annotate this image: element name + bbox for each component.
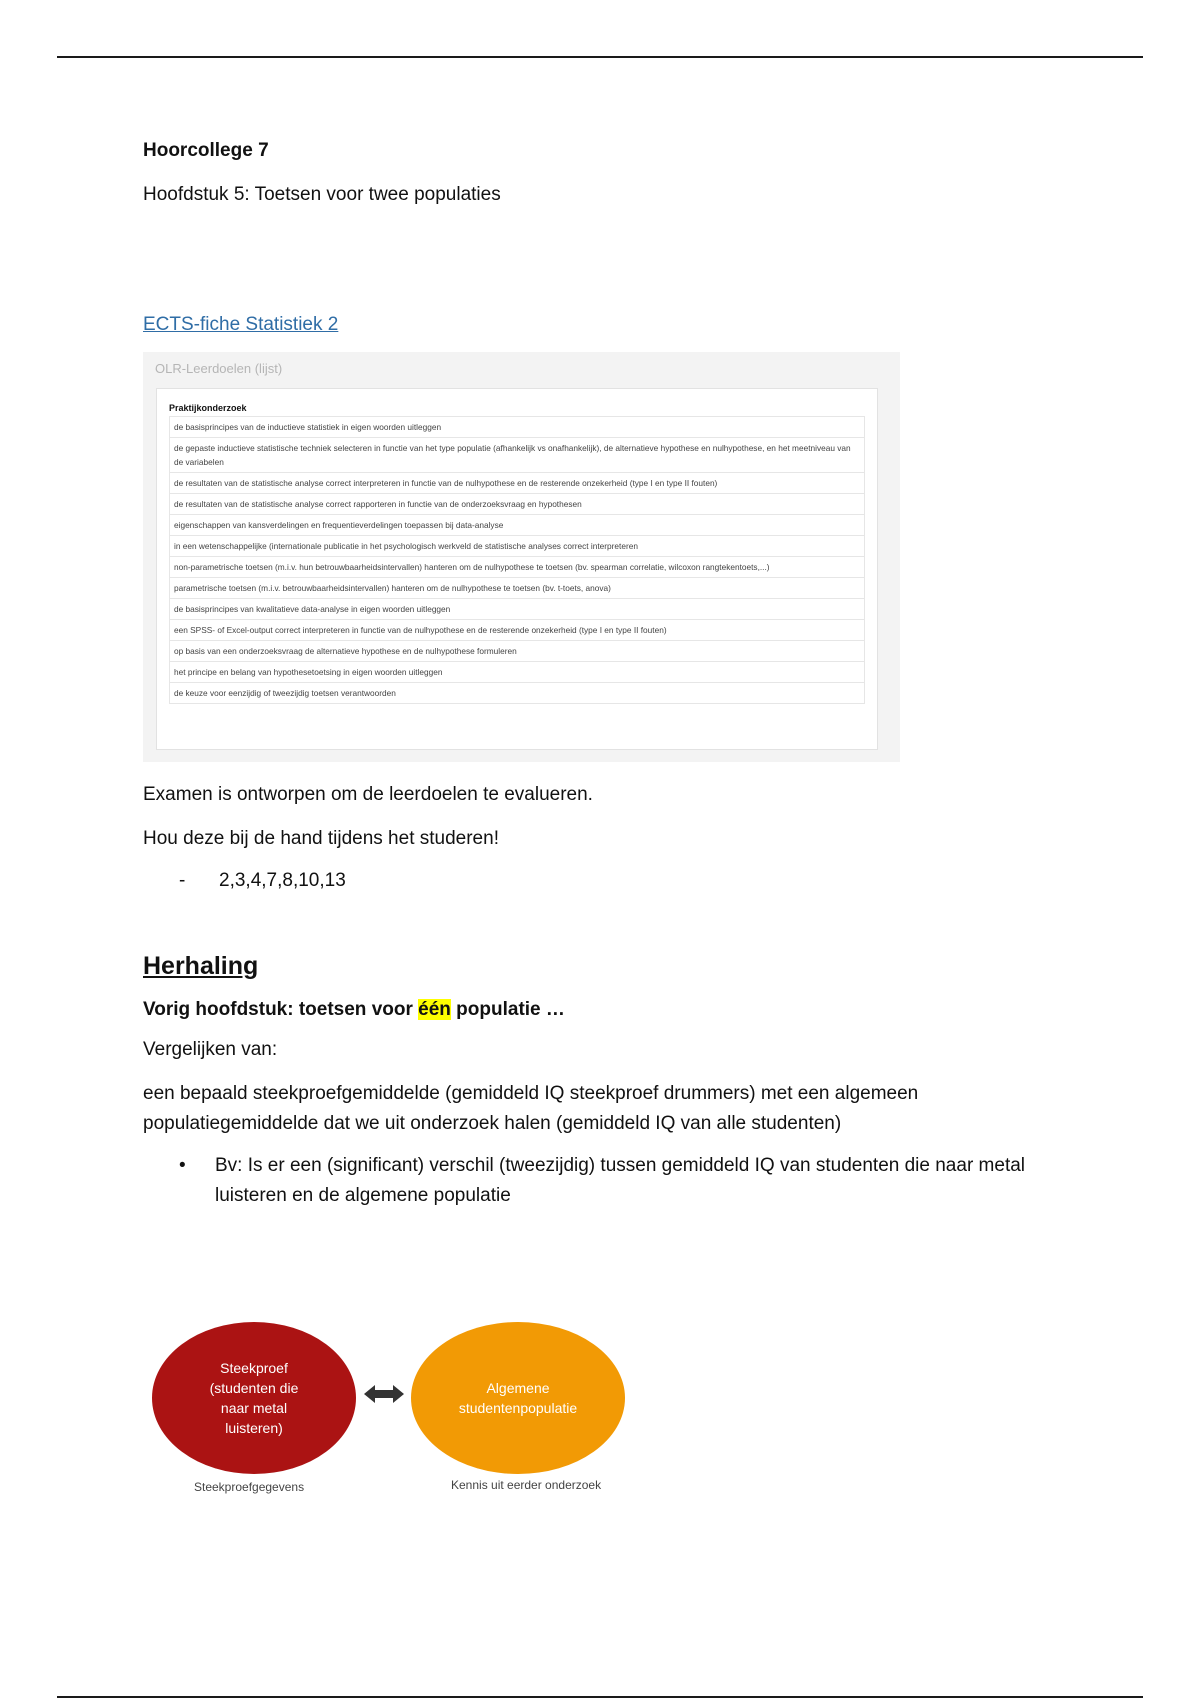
population-label: Algemene studentenpopulatie — [458, 1380, 578, 1416]
sample-label: Steekproef (studenten die naar metal luisteren) — [209, 1360, 299, 1436]
bottom-rule — [57, 1696, 1143, 1698]
previous-chapter-heading — [143, 999, 1043, 1021]
section-title-herhaling: Herhaling — [143, 952, 259, 980]
goal-item: eigenschappen van kansverdelingen en frequentieverdelingen toepassen bij data-analyse — [169, 515, 865, 536]
learning-goals-screenshot — [143, 352, 900, 762]
goal-item: de basisprincipes van kwalitatieve data-analyse in eigen woorden uitleggen — [169, 599, 865, 620]
goal-item: non-parametrische toetsen (m.i.v. hun betrouwbaarheidsintervallen) hanteren om de nulhypothese te toetsen (bv. spearman correlatie, wilcoxon rangtekentoets,...) — [169, 557, 865, 578]
goal-item: in een wetenschappelijke (internationale publicatie in het psychologisch werkveld de statistische analyses correct interpreteren — [169, 536, 865, 557]
goals-section-heading: Praktijkonderzoek — [169, 403, 247, 413]
population-ellipse — [411, 1322, 625, 1474]
lecture-title: Hoorcollege 7 — [143, 140, 269, 161]
keep-at-hand-note: Hou deze bij de hand tijdens het studeren! — [143, 828, 499, 849]
goal-item: een SPSS- of Excel-output correct interpreteren in functie van de nulhypothese en de resterende onzekerheid (type I en type II fouten) — [169, 620, 865, 641]
sample-caption: Steekproefgegevens — [194, 1480, 305, 1494]
goal-item: de resultaten van de statistische analyse correct interpreteren in functie van de nulhypothese en de resterende onzekerheid (type I en type II fouten) — [169, 473, 865, 494]
ects-link[interactable]: ECTS-fiche Statistiek 2 — [143, 314, 339, 335]
comparison-diagram — [150, 1320, 630, 1500]
exam-note: Examen is ontworpen om de leerdoelen te evalueren. — [143, 784, 593, 805]
highlighted-word: één — [418, 999, 451, 1020]
bullet-list-item — [143, 1151, 1043, 1211]
screenshot-title: OLR-Leerdoelen (lijst) — [155, 361, 283, 376]
top-rule — [57, 56, 1143, 58]
sample-ellipse — [152, 1322, 356, 1474]
goal-numbers: 2,3,4,7,8,10,13 — [219, 870, 346, 891]
goal-item: de gepaste inductieve statistische techniek selecteren in functie van het type populatie (afhankelijk vs onafhankelijk), de alternatieve hypothese en nulhypothese, en het meetniveau van de variabelen — [169, 438, 865, 473]
population-caption: Kennis uit eerder onderzoek — [451, 1478, 602, 1492]
description-paragraph: een bepaald steekproefgemiddelde (gemiddeld IQ steekproef drummers) met een algemeen populatiegemiddelde dat we uit onderzoek halen (gemiddeld IQ van alle studenten) — [143, 1083, 919, 1134]
goal-item: parametrische toetsen (m.i.v. betrouwbaarheidsintervallen) hanteren om de nulhypothese te toetsen (bv. t-toets, anova) — [169, 578, 865, 599]
dash-marker: - — [179, 870, 186, 891]
chapter-title: Hoofdstuk 5: Toetsen voor twee populaties — [143, 184, 501, 205]
goal-item: de basisprincipes van de inductieve statistiek in eigen woorden uitleggen — [169, 416, 865, 438]
bullet-text: Bv: Is er een (significant) verschil (tweezijdig) tussen gemiddeld IQ van studenten die naar metal luisteren en de algemene populatie — [215, 1155, 1026, 1206]
heading-text-after: populatie … — [450, 999, 565, 1020]
heading-text-before: Vorig hoofdstuk: toetsen voor — [143, 999, 419, 1020]
goal-item: op basis van een onderzoeksvraag de alternatieve hypothese en de nulhypothese formuleren — [169, 641, 865, 662]
bullet-marker: • — [179, 1155, 186, 1176]
double-arrow-icon — [364, 1382, 404, 1406]
goal-item: de keuze voor eenzijdig of tweezijdig toetsen verantwoorden — [169, 683, 865, 704]
compare-label: Vergelijken van: — [143, 1039, 278, 1060]
goal-item: de resultaten van de statistische analyse correct rapporteren in functie van de onderzoeksvraag en hypothesen — [169, 494, 865, 515]
goal-item: het principe en belang van hypothesetoetsing in eigen woorden uitleggen — [169, 662, 865, 683]
dash-list-item — [143, 870, 1043, 892]
goals-card — [156, 388, 878, 750]
goals-list — [169, 416, 865, 704]
document-body — [143, 140, 1043, 1211]
